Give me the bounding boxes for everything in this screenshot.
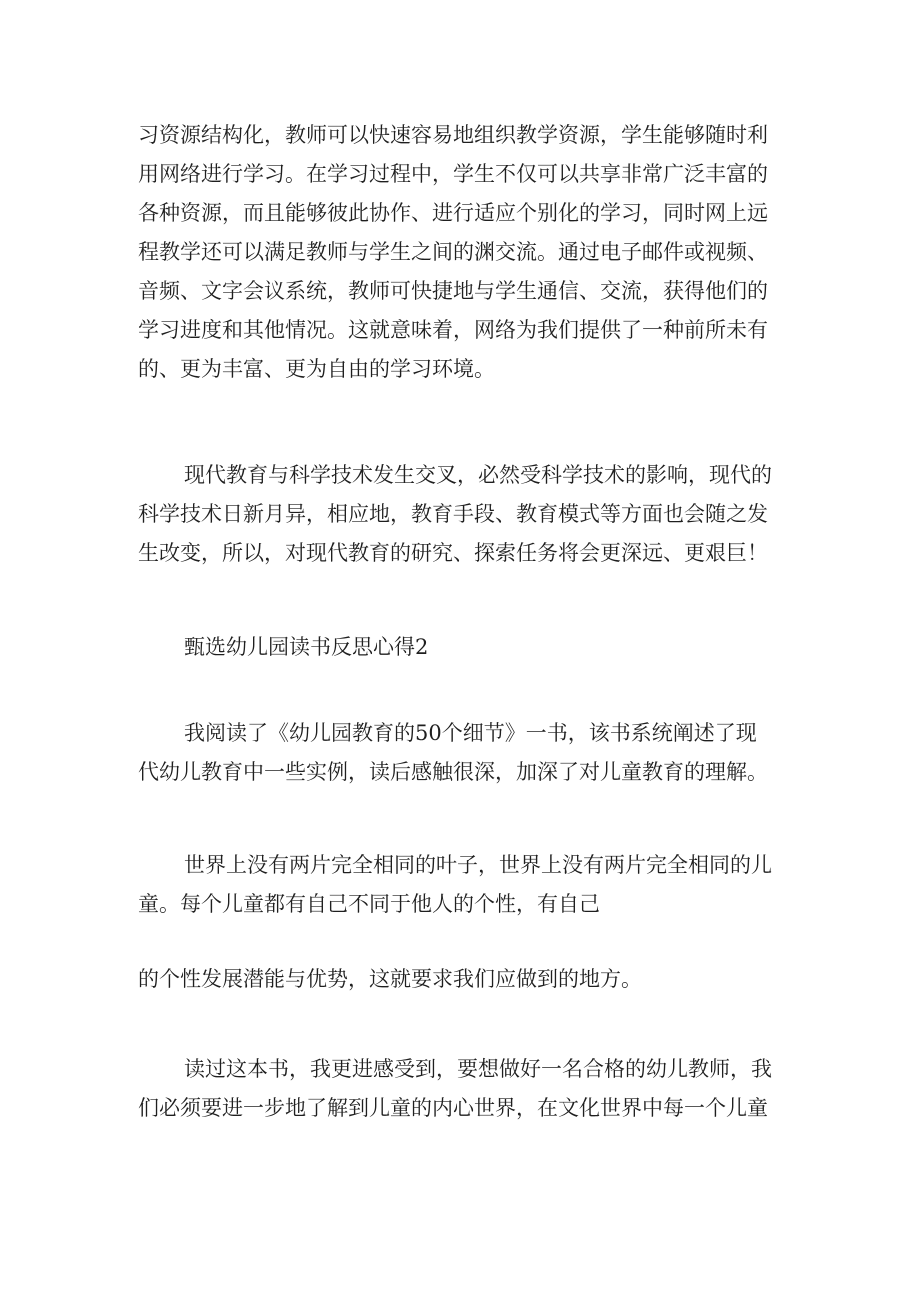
text-line: 科学技术日新月异，相应地，教育手段、教育模式等方面也会随之发 [138,502,768,526]
text-line: 读过这本书，我更进感受到，要想做好一名合格的幼儿教师，我 [184,1057,772,1081]
paragraph-reflection [138,1050,798,1128]
text-line: 用网络进行学习。在学习过程中，学生不仅可以共享非常广泛丰富的 [138,162,768,186]
text-line: 童。每个儿童都有自己不同于他人的个性，有自己 [138,892,600,916]
paragraph-potential [138,960,798,999]
heading-text: 甄选幼儿园读书反思心得2 [184,635,429,659]
text-line: 世界上没有两片完全相同的叶子，世界上没有两片完全相同的儿 [184,853,772,877]
text-line: 音频、文字会议系统，教师可快捷地与学生通信、交流，获得他们的 [138,279,768,303]
text-line: 生改变，所以，对现代教育的研究、探索任务将会更深远、更艰巨！ [138,541,768,565]
paragraph-book-intro [138,714,798,792]
text-line: 程教学还可以满足教师与学生之间的渊交流。通过电子邮件或视频、 [138,240,768,264]
section-heading [138,628,798,667]
text-line: 我阅读了《幼儿园教育的50个细节》一书，该书系统阐述了现 [184,721,757,745]
text-line: 的个性发展潜能与优势，这就要求我们应做到的地方。 [138,967,642,991]
text-line: 各种资源，而且能够彼此协作、进行适应个别化的学习，同时网上远 [138,201,768,225]
paragraph-individuality [138,846,798,924]
text-line: 们必须要进一步地了解到儿童的内心世界，在文化世界中每一个儿童 [138,1096,768,1120]
text-line: 学习进度和其他情况。这就意味着，网络为我们提供了一种前所未有 [138,318,768,342]
text-line: 现代教育与科学技术发生交叉，必然受科学技术的影响，现代的 [184,463,772,487]
paragraph-network-learning [138,116,798,389]
text-line: 的、更为丰富、更为自由的学习环境。 [138,357,495,381]
text-line: 代幼儿教育中一些实例，读后感触很深，加深了对儿童教育的理解。 [138,760,768,784]
paragraph-modern-education [138,456,798,573]
text-line: 习资源结构化，教师可以快速容易地组织教学资源，学生能够随时利 [138,123,768,147]
